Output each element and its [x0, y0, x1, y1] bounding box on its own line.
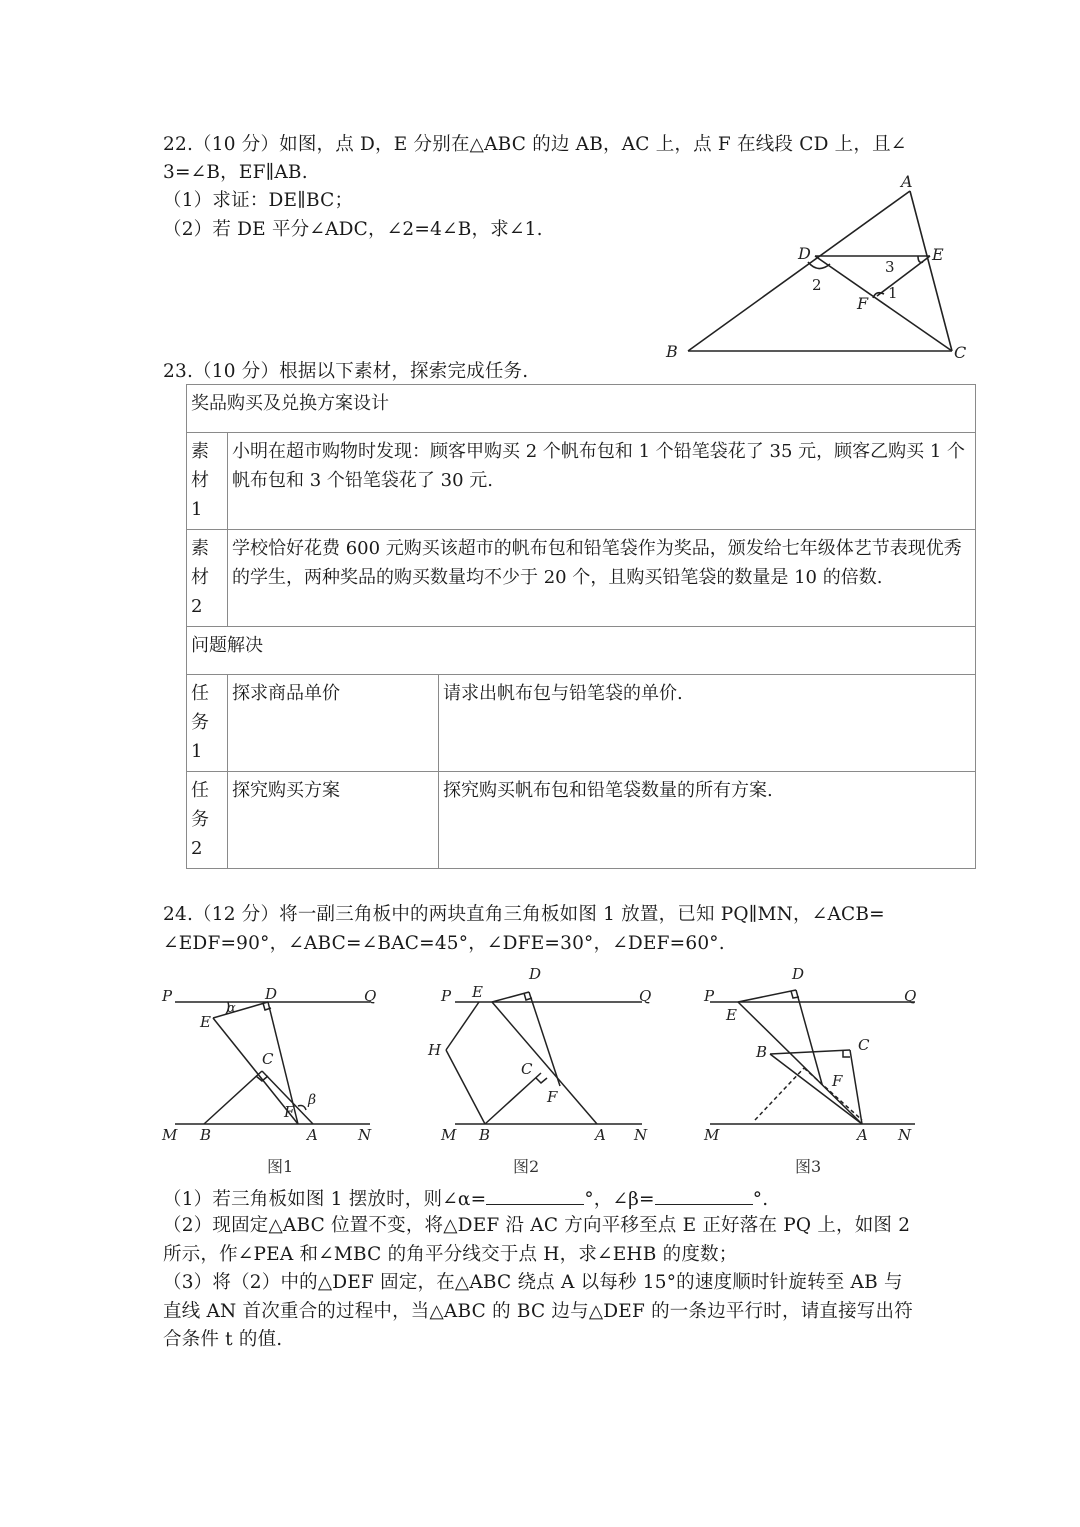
task-2-text: 探究购买帆布包和铅笔袋数量的所有方案. [439, 772, 976, 869]
q24-figure-2 [428, 962, 662, 1152]
fig1-label-alpha: α [227, 1001, 236, 1016]
q22-line1: 22.（10 分）如图，点 D，E 分别在△ABC 的边 AB，AC 上，点 F 在线段 CD 上，且∠ [163, 134, 907, 155]
fig3-dashed-1 [755, 1068, 804, 1120]
q24-line2: ∠EDF=90°，∠ABC=∠BAC=45°，∠DFE=30°，∠DEF=60°. [163, 933, 725, 954]
material-1-text: 小明在超市购物时发现：顾客甲购买 2 个帆布包和 1 个铅笔袋花了 35 元，顾客乙购买 1 个帆布包和 3 个铅笔袋花了 30 元. [228, 433, 976, 530]
fig2-seg-EF [492, 1002, 597, 1124]
table-title: 奖品购买及兑换方案设计 [187, 385, 976, 433]
fig2-label-D: D [529, 965, 542, 983]
q24-part3-l3: 合条件 t 的值. [163, 1329, 283, 1350]
q24-part1 [163, 1184, 768, 1214]
fig2-caption: 图2 [513, 1157, 540, 1176]
q24-part2-l1: （2）现固定△ABC 位置不变，将△DEF 沿 AC 方向平移至点 E 正好落在 PQ 上，如图 2 [163, 1215, 911, 1236]
q22-line2: 3=∠B，EF∥AB. [163, 162, 308, 183]
q22-seg-AB [688, 191, 910, 351]
part1-text-a: （1）若三角板如图 1 摆放时，则∠α= [163, 1189, 487, 1210]
material-2-text: 学校恰好花费 600 元购买该超市的帆布包和铅笔袋作为奖品，颁发给七年级体艺节表现优秀的学生，两种奖品的购买数量均不少于 20 个，且购买铅笔袋的数量是 10 的倍数. [228, 530, 976, 627]
fig2-label-E: E [472, 983, 483, 1001]
fig3-label-P: P [704, 987, 715, 1005]
fig1-seg-BC [204, 1071, 262, 1124]
fig1-label-E: E [200, 1013, 211, 1031]
q23-intro: 23.（10 分）根据以下素材，探索完成任务. [163, 361, 529, 382]
q24-part2-l2: 所示，作∠PEA 和∠MBC 的角平分线交于点 H，求∠EHB 的度数； [163, 1244, 738, 1265]
q22-label-D: D [798, 244, 811, 263]
fig1-caption: 图1 [267, 1157, 294, 1176]
material-1-label: 素材 1 [187, 433, 228, 530]
fig3-label-N: N [898, 1126, 912, 1144]
q22-label-A: A [901, 172, 913, 191]
q24-part3-l1: （3）将（2）中的△DEF 固定，在△ABC 绕点 A 以每秒 15°的速度顺时针旋转至 AB 与 [163, 1272, 903, 1293]
q22-part1: （1）求证：DE∥BC； [163, 190, 354, 211]
q22-label-1: 1 [888, 284, 898, 302]
fig2-label-C: C [521, 1060, 533, 1078]
part1-text-b: °，∠β= [584, 1189, 655, 1210]
fig1-label-beta: β [308, 1092, 317, 1108]
q24-figure-3 [700, 962, 925, 1152]
fig2-label-P: P [441, 987, 452, 1005]
task-1-name: 探求商品单价 [228, 675, 439, 772]
fig2-right-angle-C [536, 1078, 547, 1083]
fig3-label-E: E [726, 1006, 737, 1024]
q23-material-table [186, 384, 976, 869]
task-2-name: 探究购买方案 [228, 772, 439, 869]
q22-label-2: 2 [812, 276, 822, 294]
fig3-seg-CA [850, 1050, 862, 1124]
fig1-label-N: N [358, 1126, 372, 1144]
fig3-caption: 图3 [795, 1157, 822, 1176]
beta-answer-blank[interactable] [655, 1184, 753, 1205]
fig2-label-N: N [634, 1126, 648, 1144]
fig2-seg-BC [485, 1073, 541, 1124]
fig3-seg-EF [738, 1002, 862, 1124]
fig2-seg-DF [529, 992, 560, 1086]
fig1-label-F: F [284, 1103, 295, 1121]
task-2-label: 任务 2 [187, 772, 228, 869]
fig1-label-B: B [200, 1126, 212, 1144]
fig1-label-C: C [262, 1050, 274, 1068]
fig3-seg-DF [796, 990, 822, 1084]
fig1-label-D: D [265, 985, 278, 1003]
fig3-seg-ED [738, 990, 796, 1002]
q22-label-B: B [666, 342, 678, 361]
fig3-label-A: A [857, 1126, 868, 1144]
q22-label-F: F [857, 294, 869, 313]
fig1-label-M: M [162, 1126, 178, 1144]
fig2-label-B: B [479, 1126, 491, 1144]
fig3-label-M: M [704, 1126, 720, 1144]
part1-text-c: °. [752, 1189, 769, 1210]
fig2-seg-HE [446, 1002, 479, 1050]
fig3-label-Q: Q [904, 987, 917, 1005]
material-2-label: 素材 2 [187, 530, 228, 627]
q24-part3-l2: 直线 AN 首次重合的过程中，当△ABC 的 BC 边与△DEF 的一条边平行时，请直接写出符 [163, 1301, 913, 1322]
fig1-seg-DE [213, 1002, 268, 1018]
q22-figure [660, 170, 980, 370]
fig3-seg-BC [770, 1050, 850, 1054]
q22-label-E: E [932, 245, 944, 264]
task-1-text: 请求出帆布包与铅笔袋的单价. [439, 675, 976, 772]
alpha-answer-blank[interactable] [486, 1184, 584, 1205]
q22-part2: （2）若 DE 平分∠ADC，∠2=4∠B，求∠1. [163, 219, 543, 240]
section-heading: 问题解决 [187, 627, 976, 675]
task-1-label: 任务 1 [187, 675, 228, 772]
q24-line1: 24.（12 分）将一副三角板中的两块直角三角板如图 1 放置，已知 PQ∥MN，∠ACB= [163, 904, 885, 925]
fig1-label-P: P [162, 987, 173, 1005]
fig2-label-A: A [595, 1126, 606, 1144]
q22-label-3: 3 [885, 258, 895, 276]
fig3-label-D: D [792, 965, 805, 983]
fig3-label-C: C [858, 1036, 870, 1054]
fig2-label-F: F [547, 1088, 558, 1106]
fig3-label-F: F [832, 1072, 843, 1090]
q22-arc-3 [918, 256, 923, 262]
fig2-label-M: M [441, 1126, 457, 1144]
fig3-label-B: B [756, 1043, 768, 1061]
fig1-label-A: A [307, 1126, 318, 1144]
q22-label-C: C [954, 343, 967, 362]
fig2-label-Q: Q [639, 987, 652, 1005]
fig2-label-H: H [428, 1041, 442, 1059]
fig3-right-angle-C [843, 1050, 850, 1057]
q24-figure-1 [160, 968, 385, 1153]
fig1-label-Q: Q [364, 987, 377, 1005]
fig2-seg-HB [446, 1050, 485, 1124]
